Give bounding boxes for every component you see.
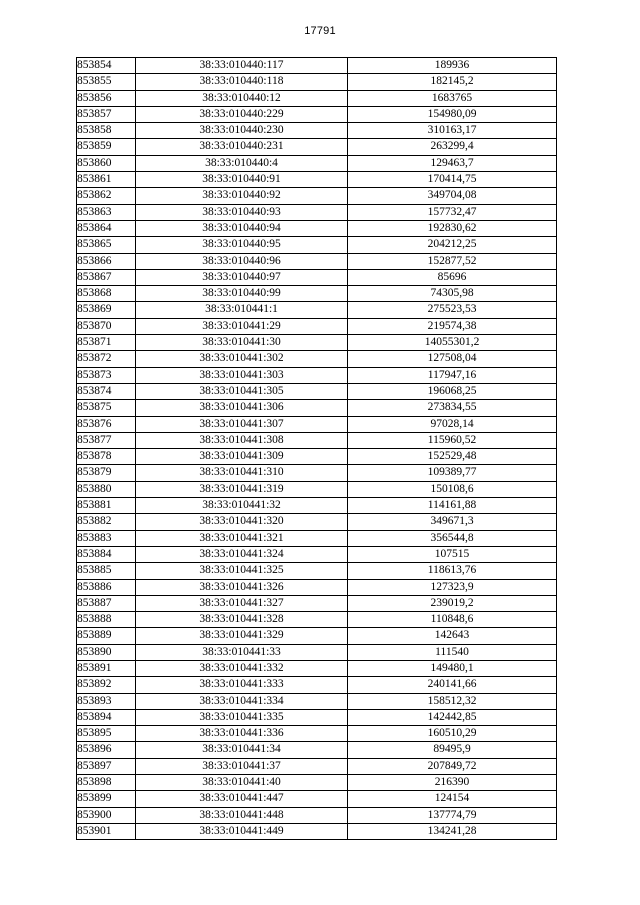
cadastral-number-cell: 38:33:010441:324 xyxy=(136,546,348,562)
cadastral-number-cell: 38:33:010441:332 xyxy=(136,660,348,676)
cadastral-number-cell: 38:33:010440:231 xyxy=(136,139,348,155)
cadastral-number-cell: 38:33:010441:448 xyxy=(136,807,348,823)
row-number-cell: 853881 xyxy=(77,498,136,514)
cadastral-value-cell: 89495,9 xyxy=(348,742,557,758)
cadastral-number-cell: 38:33:010441:40 xyxy=(136,775,348,791)
row-number-cell: 853855 xyxy=(77,74,136,90)
cadastral-value-cell: 134241,28 xyxy=(348,823,557,839)
table-row xyxy=(77,416,557,432)
cadastral-number-cell: 38:33:010441:305 xyxy=(136,383,348,399)
cadastral-number-cell: 38:33:010441:335 xyxy=(136,709,348,725)
row-number-cell: 853870 xyxy=(77,318,136,334)
cadastral-number-cell: 38:33:010441:30 xyxy=(136,335,348,351)
table-row xyxy=(77,726,557,742)
table-row xyxy=(77,318,557,334)
cadastral-value-cell: 97028,14 xyxy=(348,416,557,432)
cadastral-value-cell: 109389,77 xyxy=(348,465,557,481)
row-number-cell: 853859 xyxy=(77,139,136,155)
cadastral-number-cell: 38:33:010441:449 xyxy=(136,823,348,839)
table-row xyxy=(77,660,557,676)
cadastral-number-cell: 38:33:010441:326 xyxy=(136,579,348,595)
table-row xyxy=(77,139,557,155)
cadastral-number-cell: 38:33:010441:327 xyxy=(136,595,348,611)
table-row xyxy=(77,383,557,399)
cadastral-number-cell: 38:33:010441:328 xyxy=(136,612,348,628)
table-row xyxy=(77,498,557,514)
table-row xyxy=(77,172,557,188)
row-number-cell: 853863 xyxy=(77,204,136,220)
cadastral-value-cell: 127323,9 xyxy=(348,579,557,595)
table-row xyxy=(77,155,557,171)
table-row xyxy=(77,106,557,122)
row-number-cell: 853890 xyxy=(77,644,136,660)
table-row xyxy=(77,351,557,367)
cadastral-number-cell: 38:33:010440:117 xyxy=(136,58,348,74)
cadastral-number-cell: 38:33:010441:303 xyxy=(136,367,348,383)
cadastral-value-cell: 111540 xyxy=(348,644,557,660)
table-row xyxy=(77,220,557,236)
cadastral-value-cell: 207849,72 xyxy=(348,758,557,774)
row-number-cell: 853885 xyxy=(77,563,136,579)
row-number-cell: 853894 xyxy=(77,709,136,725)
cadastral-value-cell: 349671,3 xyxy=(348,514,557,530)
cadastral-number-cell: 38:33:010441:1 xyxy=(136,302,348,318)
row-number-cell: 853875 xyxy=(77,400,136,416)
page-number: 17791 xyxy=(304,25,336,37)
row-number-cell: 853861 xyxy=(77,172,136,188)
row-number-cell: 853900 xyxy=(77,807,136,823)
row-number-cell: 853886 xyxy=(77,579,136,595)
cadastral-number-cell: 38:33:010441:319 xyxy=(136,481,348,497)
row-number-cell: 853857 xyxy=(77,106,136,122)
row-number-cell: 853874 xyxy=(77,383,136,399)
row-number-cell: 853854 xyxy=(77,58,136,74)
cadastral-value-cell: 240141,66 xyxy=(348,677,557,693)
cadastral-value-cell: 219574,38 xyxy=(348,318,557,334)
row-number-cell: 853884 xyxy=(77,546,136,562)
cadastral-value-cell: 117947,16 xyxy=(348,367,557,383)
table-row xyxy=(77,74,557,90)
table-row xyxy=(77,791,557,807)
row-number-cell: 853880 xyxy=(77,481,136,497)
table-row xyxy=(77,693,557,709)
cadastral-number-cell: 38:33:010440:97 xyxy=(136,269,348,285)
cadastral-value-cell: 149480,1 xyxy=(348,660,557,676)
table-row xyxy=(77,546,557,562)
row-number-cell: 853878 xyxy=(77,449,136,465)
cadastral-value-cell: 142442,85 xyxy=(348,709,557,725)
cadastral-value-cell: 204212,25 xyxy=(348,237,557,253)
cadastral-value-cell: 137774,79 xyxy=(348,807,557,823)
cadastral-value-cell: 74305,98 xyxy=(348,286,557,302)
row-number-cell: 853866 xyxy=(77,253,136,269)
cadastral-number-cell: 38:33:010441:37 xyxy=(136,758,348,774)
row-number-cell: 853877 xyxy=(77,432,136,448)
cadastral-number-cell: 38:33:010440:99 xyxy=(136,286,348,302)
table-row xyxy=(77,237,557,253)
row-number-cell: 853896 xyxy=(77,742,136,758)
cadastral-value-cell: 114161,88 xyxy=(348,498,557,514)
cadastral-value-cell: 275523,53 xyxy=(348,302,557,318)
table-row xyxy=(77,644,557,660)
cadastral-number-cell: 38:33:010440:96 xyxy=(136,253,348,269)
cadastral-number-cell: 38:33:010441:309 xyxy=(136,449,348,465)
cadastral-value-cell: 14055301,2 xyxy=(348,335,557,351)
cadastral-number-cell: 38:33:010440:91 xyxy=(136,172,348,188)
cadastral-value-table xyxy=(76,57,557,840)
row-number-cell: 853876 xyxy=(77,416,136,432)
table-row xyxy=(77,628,557,644)
table-row xyxy=(77,481,557,497)
cadastral-number-cell: 38:33:010440:4 xyxy=(136,155,348,171)
cadastral-value-cell: 118613,76 xyxy=(348,563,557,579)
table-row xyxy=(77,367,557,383)
cadastral-number-cell: 38:33:010441:32 xyxy=(136,498,348,514)
cadastral-value-cell: 85696 xyxy=(348,269,557,285)
cadastral-value-cell: 192830,62 xyxy=(348,220,557,236)
table-row xyxy=(77,188,557,204)
cadastral-number-cell: 38:33:010441:336 xyxy=(136,726,348,742)
cadastral-value-cell: 152877,52 xyxy=(348,253,557,269)
table-row xyxy=(77,123,557,139)
row-number-cell: 853897 xyxy=(77,758,136,774)
cadastral-value-cell: 152529,48 xyxy=(348,449,557,465)
cadastral-value-cell: 107515 xyxy=(348,546,557,562)
cadastral-value-cell: 239019,2 xyxy=(348,595,557,611)
cadastral-value-cell: 127508,04 xyxy=(348,351,557,367)
cadastral-number-cell: 38:33:010441:447 xyxy=(136,791,348,807)
row-number-cell: 853856 xyxy=(77,90,136,106)
row-number-cell: 853887 xyxy=(77,595,136,611)
table-row xyxy=(77,775,557,791)
row-number-cell: 853873 xyxy=(77,367,136,383)
cadastral-number-cell: 38:33:010441:307 xyxy=(136,416,348,432)
table-row xyxy=(77,449,557,465)
table-row xyxy=(77,58,557,74)
cadastral-value-cell: 356544,8 xyxy=(348,530,557,546)
cadastral-number-cell: 38:33:010441:310 xyxy=(136,465,348,481)
cadastral-number-cell: 38:33:010440:95 xyxy=(136,237,348,253)
table-row xyxy=(77,595,557,611)
row-number-cell: 853867 xyxy=(77,269,136,285)
cadastral-number-cell: 38:33:010440:118 xyxy=(136,74,348,90)
table-row xyxy=(77,335,557,351)
row-number-cell: 853893 xyxy=(77,693,136,709)
cadastral-value-cell: 216390 xyxy=(348,775,557,791)
row-number-cell: 853898 xyxy=(77,775,136,791)
table-row xyxy=(77,823,557,839)
row-number-cell: 853889 xyxy=(77,628,136,644)
table-row xyxy=(77,563,557,579)
row-number-cell: 853901 xyxy=(77,823,136,839)
cadastral-number-cell: 38:33:010440:12 xyxy=(136,90,348,106)
cadastral-number-cell: 38:33:010441:329 xyxy=(136,628,348,644)
cadastral-value-cell: 154980,09 xyxy=(348,106,557,122)
cadastral-number-cell: 38:33:010441:333 xyxy=(136,677,348,693)
table-row xyxy=(77,90,557,106)
cadastral-value-cell: 160510,29 xyxy=(348,726,557,742)
cadastral-number-cell: 38:33:010441:34 xyxy=(136,742,348,758)
cadastral-value-cell: 189936 xyxy=(348,58,557,74)
table-row xyxy=(77,465,557,481)
row-number-cell: 853865 xyxy=(77,237,136,253)
table-row xyxy=(77,204,557,220)
cadastral-number-cell: 38:33:010441:334 xyxy=(136,693,348,709)
table-row xyxy=(77,709,557,725)
table-row xyxy=(77,269,557,285)
row-number-cell: 853895 xyxy=(77,726,136,742)
table-row xyxy=(77,612,557,628)
row-number-cell: 853882 xyxy=(77,514,136,530)
row-number-cell: 853888 xyxy=(77,612,136,628)
cadastral-number-cell: 38:33:010441:302 xyxy=(136,351,348,367)
row-number-cell: 853899 xyxy=(77,791,136,807)
table-row xyxy=(77,286,557,302)
cadastral-value-cell: 158512,32 xyxy=(348,693,557,709)
table-row xyxy=(77,807,557,823)
cadastral-value-cell: 196068,25 xyxy=(348,383,557,399)
cadastral-number-cell: 38:33:010441:320 xyxy=(136,514,348,530)
cadastral-value-cell: 110848,6 xyxy=(348,612,557,628)
cadastral-number-cell: 38:33:010440:94 xyxy=(136,220,348,236)
row-number-cell: 853869 xyxy=(77,302,136,318)
cadastral-number-cell: 38:33:010440:229 xyxy=(136,106,348,122)
cadastral-value-cell: 124154 xyxy=(348,791,557,807)
row-number-cell: 853860 xyxy=(77,155,136,171)
row-number-cell: 853871 xyxy=(77,335,136,351)
row-number-cell: 853872 xyxy=(77,351,136,367)
row-number-cell: 853891 xyxy=(77,660,136,676)
cadastral-number-cell: 38:33:010441:33 xyxy=(136,644,348,660)
table-body xyxy=(77,58,557,840)
cadastral-value-cell: 115960,52 xyxy=(348,432,557,448)
table-row xyxy=(77,742,557,758)
cadastral-value-cell: 129463,7 xyxy=(348,155,557,171)
cadastral-value-cell: 157732,47 xyxy=(348,204,557,220)
cadastral-value-cell: 182145,2 xyxy=(348,74,557,90)
row-number-cell: 853879 xyxy=(77,465,136,481)
table-row xyxy=(77,514,557,530)
cadastral-number-cell: 38:33:010441:306 xyxy=(136,400,348,416)
cadastral-value-cell: 310163,17 xyxy=(348,123,557,139)
table-row xyxy=(77,530,557,546)
table-row xyxy=(77,302,557,318)
row-number-cell: 853868 xyxy=(77,286,136,302)
row-number-cell: 853864 xyxy=(77,220,136,236)
cadastral-value-cell: 273834,55 xyxy=(348,400,557,416)
cadastral-number-cell: 38:33:010440:92 xyxy=(136,188,348,204)
cadastral-value-cell: 263299,4 xyxy=(348,139,557,155)
cadastral-number-cell: 38:33:010441:308 xyxy=(136,432,348,448)
row-number-cell: 853883 xyxy=(77,530,136,546)
cadastral-number-cell: 38:33:010441:29 xyxy=(136,318,348,334)
table-row xyxy=(77,677,557,693)
cadastral-number-cell: 38:33:010441:321 xyxy=(136,530,348,546)
cadastral-value-cell: 170414,75 xyxy=(348,172,557,188)
table-row xyxy=(77,432,557,448)
table-row xyxy=(77,253,557,269)
table-row xyxy=(77,400,557,416)
table-row xyxy=(77,579,557,595)
cadastral-number-cell: 38:33:010441:325 xyxy=(136,563,348,579)
cadastral-value-cell: 142643 xyxy=(348,628,557,644)
cadastral-number-cell: 38:33:010440:230 xyxy=(136,123,348,139)
row-number-cell: 853862 xyxy=(77,188,136,204)
cadastral-value-cell: 150108,6 xyxy=(348,481,557,497)
cadastral-number-cell: 38:33:010440:93 xyxy=(136,204,348,220)
row-number-cell: 853858 xyxy=(77,123,136,139)
table-row xyxy=(77,758,557,774)
row-number-cell: 853892 xyxy=(77,677,136,693)
cadastral-value-cell: 349704,08 xyxy=(348,188,557,204)
cadastral-value-cell: 1683765 xyxy=(348,90,557,106)
